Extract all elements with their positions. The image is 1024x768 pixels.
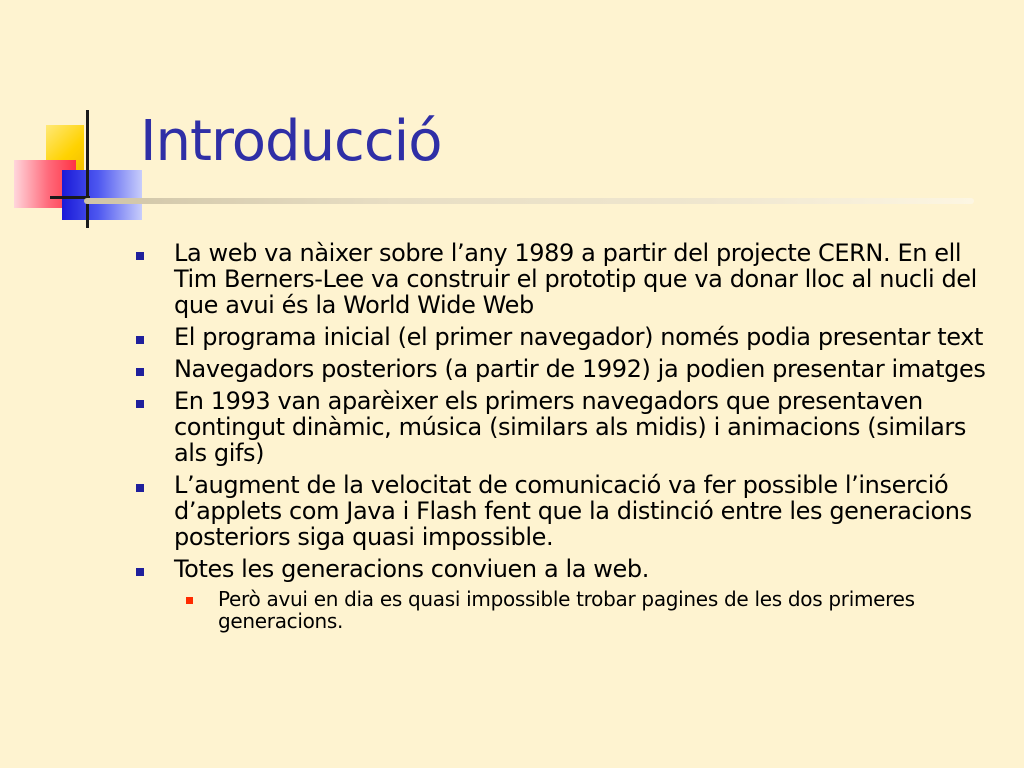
red-square-bullet-icon [186,597,193,604]
bullet-text: El programa inicial (el primer navegador) només podia presentar text [174,323,984,351]
bullet-text: En 1993 van aparèixer els primers navegadors que presentaven contingut dinàmic, música (similars als midis) i animacions (similars als gifs) [174,387,966,467]
bullet-item [134,324,1004,350]
vertical-line-shape [86,110,89,228]
square-bullet-icon [136,484,144,492]
square-bullet-icon [136,568,144,576]
sub-bullet-item [134,588,1004,632]
bullet-item [134,556,1004,582]
bullet-item [134,356,1004,382]
square-bullet-icon [136,336,144,344]
blue-square-shape [62,170,142,220]
sub-bullet-text: Però avui en dia es quasi impossible trobar pagines de les dos primeres generacions. [218,587,915,633]
title-underline-rule [84,198,974,204]
slide-title: Introducció [140,109,442,174]
decorative-squares-logo [0,0,160,240]
bullet-item [134,240,1004,318]
bullet-item [134,388,1004,466]
bullet-list [134,240,1004,632]
bullet-text: L’augment de la velocitat de comunicació va fer possible l’inserció d’applets com Java i Flash fent que la distinció entre les generacions posteriors siga quasi impossible. [174,471,972,551]
square-bullet-icon [136,400,144,408]
square-bullet-icon [136,368,144,376]
bullet-text: La web va nàixer sobre l’any 1989 a partir del projecte CERN. En ell Tim Berners-Lee va construir el prototip que va donar lloc al nucli del que avui és la World Wide Web [174,239,977,319]
square-bullet-icon [136,252,144,260]
bullet-text: Totes les generacions conviuen a la web. [174,555,649,583]
bullet-item [134,472,1004,550]
bullet-text: Navegadors posteriors (a partir de 1992) ja podien presentar imatges [174,355,986,383]
